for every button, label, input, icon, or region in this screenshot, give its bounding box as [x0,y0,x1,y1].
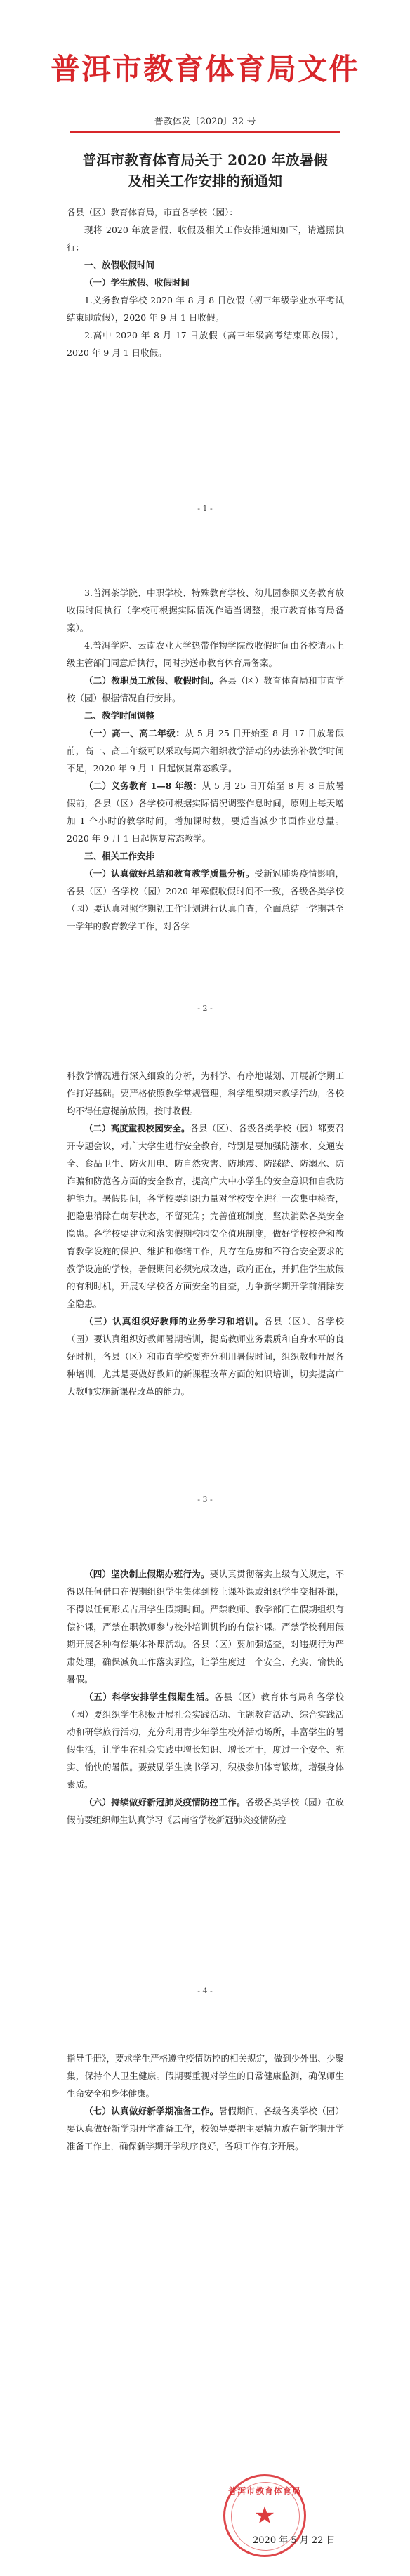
body-paragraph: 科教学情况进行深入细致的分析，为科学、有序地谋划、开展新学期工作打好基础。要严格依照教学常规管理，科学组织期末教学活动，各校均不得任意提前放假，按时收假。 [67,1070,344,1116]
page-3-paragraphs [67,1067,344,1400]
page-1-paragraphs [67,256,344,361]
subsection-heading: （一）学生放假、收假时间 [84,277,190,288]
addressee: 各县（区）教育体育局，市直各学校（园）： [67,207,238,218]
body-paragraph [67,672,344,707]
paragraph-lead: （五）科学安排学生假期生活。 [84,1692,215,1702]
paragraph-lead: （三）认真组织好教师的业务学习和培训。 [84,1316,264,1327]
page-5 [0,2007,410,2576]
paragraph-text: 各县（区）教育体育局和市直学校（园）根据情况自行安排。 [67,675,344,703]
paragraph-lead: （二）义务教育 1—8 年级： [84,781,202,791]
section-heading: 三、相关工作安排 [84,851,155,861]
paragraph-text: 各县（区）教育体育局和各学校（园）要组织学生积极开展社会实践活动、主题教育活动、综合实践活动和研学旅行活动，充分利用青少年学生校外活动场所，丰富学生的暑假生活，让学生在社会实践中增长知识、增长才干，度过一个安全、充实、愉快的暑假。要鼓励学生读书学习，积极参加体育锻炼，增强身体素质。 [67,1692,344,1790]
page-3-body [67,1067,344,1400]
paragraph-text: 暑假期间，各级各类学校（园）要认真做好新学期开学准备工作，校领导要把主要精力放在新学期开学准备工作上，确保新学期开学秩序良好，各项工作有序开展。 [67,2106,344,2151]
page-number: - 3 - [197,1495,213,1504]
document-title [0,150,410,192]
page-1 [0,0,410,533]
paragraph-lead: （七）认真做好新学期准备工作。 [84,2106,219,2116]
page-4-paragraphs [67,1565,344,1828]
paragraph-lead: （一）高一、高二年级： [84,728,185,738]
body-paragraph [67,1313,344,1400]
seal-text: 普洱市教育体育局 [227,2486,301,2496]
body-paragraph [67,777,344,847]
paragraph-text: 各县（区）、各级各类学校（园）都要召开专题会议，对广大学生进行安全教育，特别是要加强防溺水、交通安全、食品卫生、防火用电、防自然灾害、防地震、防踩踏、防溺水、防诈骗和防范各方面的安全教育，提高广大中小学生的安全意识和自我防护能力。暑假期间，各学校要组织力量对学校安全进行一次集中检查，把隐患消除在萌芽状态，不留死角；完善值班制度，坚决消除各类安全隐患。各学校要建立和落实假期校园安全值班制度，做好学校校舍和教育教学设施的保护、维护和修缮工作，凡存在危房和不符合安全要求的教学设施的学校，暑假期间必须完成改造，政府正在，并抓住学生放假的有利时机，开展对学校各方面安全的自查，力争新学期开学前消除安全隐患。 [67,1123,344,1309]
page-5-body [67,2050,344,2155]
body-paragraph: 指导手册》，要求学生严格遵守疫情防控的相关规定，做到少外出、少聚集，保持个人卫生健康。假期要重视对学生的日常健康监测，确保师生生命安全和身体健康。 [67,2053,344,2099]
body-paragraph [67,1120,344,1313]
body-paragraph: 1.义务教育学校 2020 年 8 月 8 日放假（初三年级学业水平考试结束即放假），2020 年 9 月 1 日收假。 [67,295,344,323]
page-number: - 2 - [197,1004,213,1013]
body-paragraph: 4.普洱学院、云南农业大学热带作物学院放收假时间由各校请示上级主管部门同意后执行，同时抄送市教育体育局备案。 [67,640,344,668]
paragraph-text: 各级各类学校（园）在放假前要组织师生认真学习《云南省学校新冠肺炎疫情防控 [67,1797,344,1825]
page-number: - 1 - [197,504,213,513]
page-5-paragraphs [67,2050,344,2155]
paragraph-text: 受新冠肺炎疫情影响，各县（区）各学校（园）2020 年寒假收假时间不一致，各级各类学校（园）要认真对照学期初工作计划进行认真自查，全面总结一学期甚至一学年的教育教学工作，对各学 [67,868,344,931]
body-paragraph [67,1565,344,1688]
star-icon: ★ [253,2502,276,2530]
body-paragraph [67,724,344,777]
page-3 [0,1025,410,1516]
body-paragraph [67,2102,344,2155]
body-paragraph: 2.高中 2020 年 8 月 17 日放假（高三年级高考结束即放假），2020 年 9 月 1 日收假。 [67,330,344,358]
intro-paragraph: 现将 2020 年放暑假、收假及相关工作安排通知如下，请遵照执行： [67,225,344,253]
body-paragraph: 3.普洱茶学院、中职学校、特殊教育学校、幼儿园参照义务教育放收假时间执行（学校可根据实际情况作适当调整，报市教育体育局备案）。 [67,587,344,633]
paragraph-text: 从 5 月 25 日开始至 8 月 17 日放暑假前，高一、高二年级可以采取每周六组织教学活动的办法弥补教学时间不足，2020 年 9 月 1 日起恢复常态教学。 [67,728,344,774]
signature-date: 2020 年 5 月 22 日 [253,2535,336,2546]
body-paragraph [67,865,344,935]
paragraph-lead: （二）高度重视校园安全。 [84,1123,190,1134]
paragraph-lead: （一）认真做好总结和教育教学质量分析。 [84,868,255,879]
page-4 [0,1516,410,2007]
page-4-body [67,1565,344,1828]
page-number: - 4 - [197,1986,213,1996]
document-title-line-1: 普洱市教育体育局关于 2020 年放暑假 [82,152,328,168]
red-divider [70,131,340,133]
document-number: 普教体发〔2020〕32 号 [154,117,256,127]
section-heading: 二、教学时间调整 [84,710,155,721]
paragraph-lead: （二）教职员工放假、收假时间。 [84,675,219,686]
page-1-body [67,204,344,361]
section-heading: 一、放假收假时间 [84,260,155,270]
paragraph-text: 各县（区）、各学校（园）要认真组织好教师暑期培训，提高教师业务素质和自身水平的良好时机，各县（区）和市直学校要充分利用暑假时间，组织教师开展各种培训，尤其是要做好教师的新课程改革方面的知识培训，切实提高广大教师实施新课程改革的能力。 [67,1316,344,1397]
page-2-paragraphs [67,584,344,935]
document-title-line-2: 及相关工作安排的预通知 [128,173,282,190]
paragraph-text: 要认真贯彻落实上级有关规定，不得以任何借口在假期组织学生集体到校上课补课或组织学生变相补课，不得以任何形式占用学生假期时间。严禁教师、教学部门在假期组织有偿补课，严禁在职教师参与校外培训机构的有偿补课。严禁学校利用假期开展各种有偿集体补课活动。各县（区）要加强巡查，对违规行为严肃处理，确保减负工作落实到位，让学生度过一个安全、充实、愉快的暑假。 [67,1569,344,1685]
body-paragraph [67,1793,344,1828]
body-paragraph [67,1688,344,1793]
paragraph-lead: （四）坚决制止假期办班行为。 [84,1569,210,1579]
paragraph-lead: （六）持续做好新冠肺炎疫情防控工作。 [84,1797,246,1807]
page-2 [0,533,410,1025]
page-2-body [67,584,344,935]
document-header-title: 普洱市教育体育局文件 [50,52,359,86]
paragraph-text: 从 5 月 25 日开始至 8 月 8 日放暑假前，各县（区）各学校可根据实际情况调整作息时间，原则上每天增加 1 个小时的教学时间，增加课时数，要适当减少书面作业总量。2020 年 9 月 1 日起恢复常态教学。 [67,781,344,844]
